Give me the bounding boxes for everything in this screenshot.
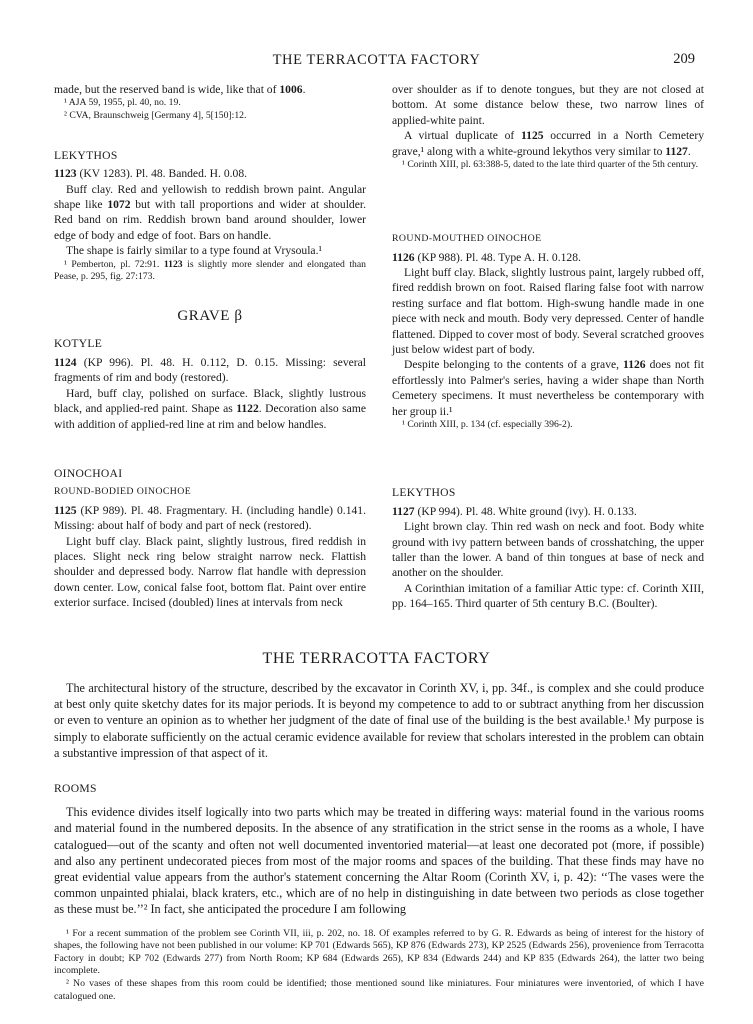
entry-1123-header: 1123 (KV 1283). Pl. 48. Banded. H. 0.08. [54,167,248,181]
entry-1123-note: The shape is fairly similar to a type found at Vrysoula.¹ [66,244,322,258]
entry-1126-description: Light buff clay. Black, slightly lustrous paint, largely rubbed off, fired reddish brown on foot. Raised flaring false foot with narrow resting surface and flat bottom. High-swung handle made in one piece with neck and mouth. Body very depressed. Center of handle flattened. Dipped to cover most of body. Several scratched grooves just below widest part of body. [392,266,704,357]
round-mouthed-heading: ROUND-MOUTHED OINOCHOE [392,233,542,245]
footnote: ² No vases of these shapes from this room could be identified; those mentioned sound like miniatures. Four miniatures were inventoried, of which I have catalogued one. [54,978,704,1002]
footnote: ² CVA, Braunschweig [Germany 4], 5[150]:12. [64,109,247,121]
lekythos-heading: LEKYTHOS [392,486,456,500]
entry-1127-note: A Corinthian imitation of a familiar Attic type: cf. Corinth XIII, pp. 164–165. Third quarter of 5th century B.C. (Boulter). [392,581,704,611]
section-title: THE TERRACOTTA FACTORY [262,650,491,667]
entry-1127-description: Light brown clay. Thin red wash on neck and foot. Body white ground with ivy pattern between bands of crosshatching, the upper taller than the lower. A band of thin tongues at base of neck and another on the shoulder. [392,520,704,580]
catalogue-number: 1123 [54,167,77,181]
round-bodied-heading: ROUND-BODIED OINOCHOE [54,486,192,498]
duplicate-paragraph: A virtual duplicate of 1125 occurred in a North Cemetery grave,¹ along with a white-ground lekythos very similar to 1127. [392,129,704,158]
footnote: ¹ For a recent summation of the problem see Corinth VII, iii, p. 202, no. 18. Of examples referred to by G. R. Edwards as being of interest for the history of shapes, the following have not been published in our volume: KP 701 (Edwards 565), KP 876 (Edwards 273), KP 2525 (Edwards 256), provenience from Terracotta Factory in doubt; KP 702 (Edwards 277) from North Room; KP 684 (Edwards 265), KP 834 (Edwards 244) and KP 835 (Edwards 264), the latter two being incomplete. [54,927,704,977]
catalogue-number: 1125 [54,503,77,517]
oinochoai-heading: OINOCHOAI [54,466,123,480]
entry-1127-header: 1127 (KP 994). Pl. 48. White ground (ivy). H. 0.133. [392,504,637,518]
kotyle-heading: KOTYLE [54,337,103,351]
catalogue-number: 1126 [392,250,415,264]
entry-1125-header: 1125 (KP 989). Pl. 48. Fragmentary. H. (including handle) 0.141. Missing: about half of body and part of neck (restored). [54,503,366,533]
entry-1126-note: Despite belonging to the contents of a grave, 1126 does not fit effortlessly into Palmer's series, having a wider shape than North Cemetery specimens. It must nevertheless be contemporary with her group ii.¹ [392,358,704,418]
left-column [54,82,366,611]
catalogue-ref: 1006 [279,83,303,96]
footnote: ¹ AJA 59, 1955, pl. 40, no. 19. [64,97,181,109]
entry-1124-header: 1124 (KP 996). Pl. 48. H. 0.112, D. 0.15. Missing: several fragments of rim and body (restored). [54,355,366,385]
footnote: ¹ Corinth XIII, pl. 63:388-5, dated to the late third quarter of the 5th century. [402,159,699,171]
entry-1124-description: Hard, buff clay, polished on surface. Black, slightly lustrous black, and applied-red paint. Shape as 1122. Decoration also same with addition of applied-red line at rim and below handles. [54,386,366,431]
entry-1123-description: Buff clay. Red and yellowish to reddish brown paint. Angular shape like 1072 but with tall proportions and wider at shoulder. Red band on rim. Reddish brown band around shoulder, lower edge of body and edge of foot. Bars on handle. [54,182,366,242]
catalogue-number: 1124 [54,355,77,369]
intro-paragraph: made, but the reserved band is wide, like that of 1006. [54,83,306,96]
entry-1126-header: 1126 (KP 988). Pl. 48. Type A. H. 0.128. [392,250,581,264]
page-number: 209 [673,51,695,67]
entry-1125-description: Light buff clay. Black paint, slightly lustrous, fired reddish in places. Slight neck ring below straight narrow neck. Flattish shoulder and depressed body. Narrow flat handle with depression down center. Low, conical false foot, bottom flat. Paint over entire exterior surface. Incised (doubled) lines at intervals from neck [54,534,366,610]
running-title: THE TERRACOTTA FACTORY [272,52,481,68]
continuation-paragraph: over shoulder as if to denote tongues, but they are not closed at bottom. At some distance below these, two narrow lines of applied-white paint. [392,83,704,127]
catalogue-number: 1127 [392,504,415,518]
footnote: ¹ Pemberton, pl. 72:91. 1123 is slightly more slender and elongated than Pease, p. 295, fig. 27:173. [54,258,366,282]
right-column [392,82,704,612]
intro-paragraph: The architectural history of the structure, described by the excavator in Corinth XV, i, pp. 34f., is complex and she could produce at best only quite sketchy dates for its major periods. It is beyond my competence to add to or subtract anything from her discussion or even to venture an opinion as to whether her judgment of the date of final use of the building is the best available.¹ My purpose is simply to elaborate sufficiently on the actual ceramic evidence available for review that scholars interested in the problem can obtain a substantive impression of that aspect of it. [54,681,704,760]
rooms-paragraph: This evidence divides itself logically into two parts which may be treated in differing ways: material found in the various rooms and material found in the numbered deposits. In the absence of any stratification in the strict sense in the rooms as a whole, I have catalogued—out of the scanty and often not well documented inventoried material—at least one decorated pot (more, if possible) and also any pertinent undecorated pieces from most of the major rooms and spaces of the building. That these finds may have no great evidential value appears from the author's statement concerning the Altar Room (Corinth XV, i, p. 42): ‘‘The vases were the common unpainted phialai, black kraters, etc., which are of no help in distinguishing in date between two periods as close together as these must be.’’² In fact, she anticipated the procedure I am following [54,805,704,917]
rooms-heading: ROOMS [54,782,97,796]
grave-beta-heading: GRAVE β [177,308,243,325]
section-body [54,680,704,1003]
lekythos-heading: LEKYTHOS [54,148,118,162]
footnote: ¹ Corinth XIII, p. 134 (cf. especially 396-2). [402,419,573,431]
